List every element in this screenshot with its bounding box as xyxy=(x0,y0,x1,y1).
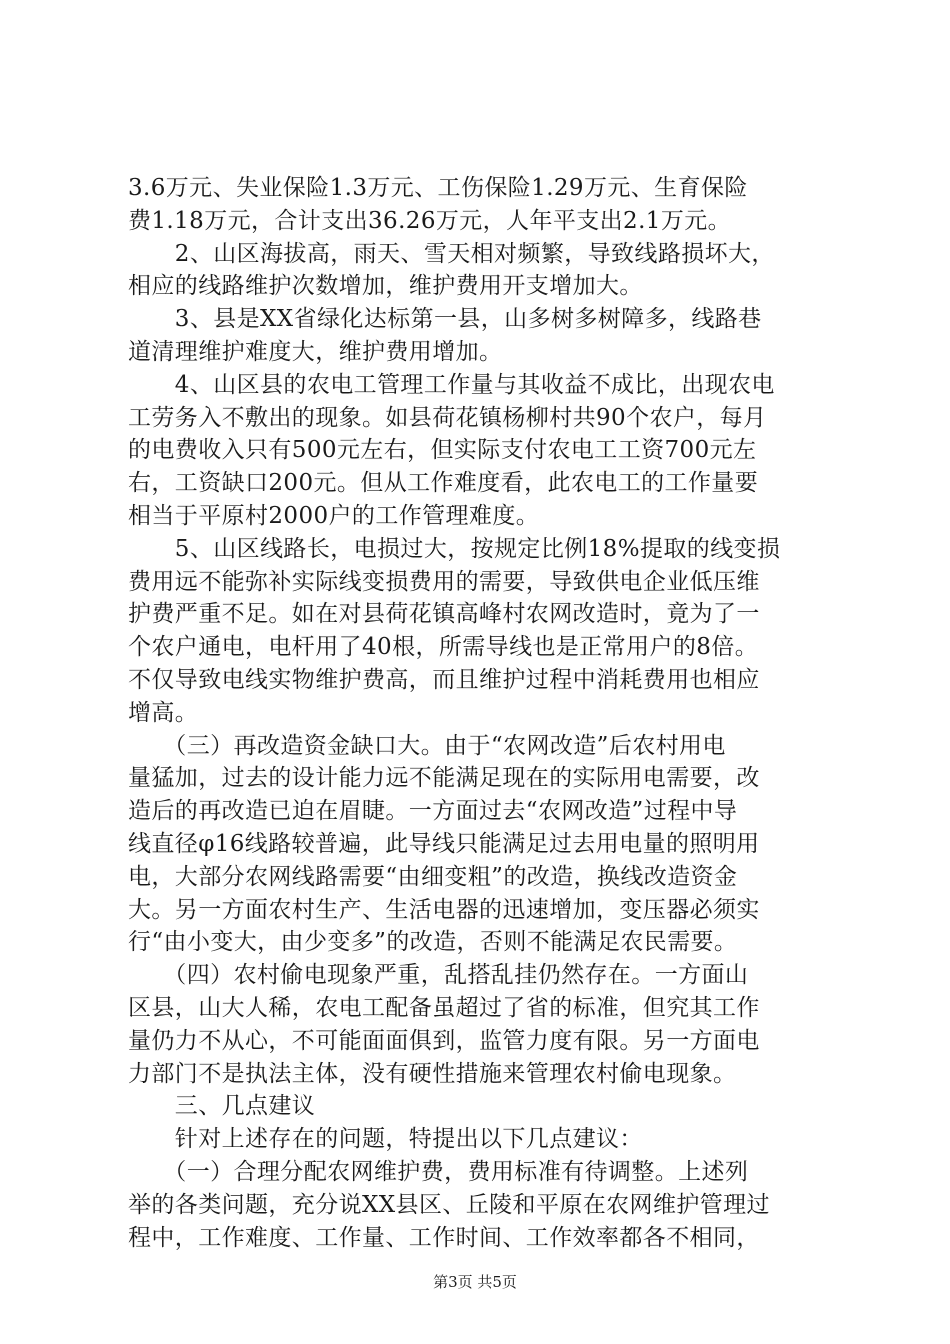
page-footer: 第3页 共5页 xyxy=(433,1273,517,1291)
text-line: 费用远不能弥补实际线变损费用的需要，导致供电企业低压维 xyxy=(128,568,760,595)
text-line: 不仅导致电线实物维护费高，而且维护过程中消耗费用也相应 xyxy=(128,666,760,693)
text-line: 力部门不是执法主体，没有硬性措施来管理农村偷电现象。 xyxy=(128,1060,737,1087)
text-line: 个农户通电，电杆用了40根，所需导线也是正常用户的8倍。 xyxy=(128,634,759,661)
text-line: 4、山区县的农电工管理工作量与其收益不成比，出现农电 xyxy=(128,371,775,398)
text-line: 道清理维护难度大，维护费用增加。 xyxy=(128,338,503,365)
document-body xyxy=(128,172,832,1254)
text-line: 电，大部分农网线路需要“由细变粗”的改造，换线改造资金 xyxy=(128,863,738,890)
text-line: 行“由小变大，由少变多”的改造，否则不能满足农民需要。 xyxy=(128,929,738,956)
text-line: 三、几点建议 xyxy=(128,1093,316,1120)
text-line: 5、山区线路长，电损过大，按规定比例18%提取的线变损 xyxy=(128,535,781,562)
text-line: 工劳务入不敷出的现象。如县荷花镇杨柳村共90个农户，每月 xyxy=(128,404,767,431)
text-line: 量猛加，过去的设计能力远不能满足现在的实际用电需要，改 xyxy=(128,765,760,792)
text-line: 2、山区海拔高，雨天、雪天相对频繁，导致线路损坏大， xyxy=(128,240,775,267)
text-line: 举的各类问题，充分说XX县区、丘陵和平原在农网维护管理过 xyxy=(128,1191,770,1218)
text-line: （三）再改造资金缺口大。由于“农网改造”后农村用电 xyxy=(128,732,726,759)
text-line: （一）合理分配农网维护费，费用标准有待调整。上述列 xyxy=(128,1158,749,1185)
text-line: 区县，山大人稀，农电工配备虽超过了省的标准，但究其工作 xyxy=(128,994,760,1021)
text-line: 护费严重不足。如在对县荷花镇高峰村农网改造时，竟为了一 xyxy=(128,601,760,628)
text-line: 量仍力不从心，不可能面面俱到，监管力度有限。另一方面电 xyxy=(128,1027,760,1054)
text-line: （四）农村偷电现象严重，乱搭乱挂仍然存在。一方面山 xyxy=(128,962,749,989)
text-line: 3、县是XX省绿化达标第一县，山多树多树障多，线路巷 xyxy=(128,306,762,333)
text-line: 程中，工作难度、工作量、工作时间、工作效率都各不相同， xyxy=(128,1224,760,1251)
text-line: 大。另一方面农村生产、生活电器的迅速增加，变压器必须实 xyxy=(128,896,760,923)
text-line: 增高。 xyxy=(128,699,199,726)
text-line: 针对上述存在的问题，特提出以下几点建议： xyxy=(128,1126,643,1153)
text-line: 3.6万元、失业保险1.3万元、工伤保险1.29万元、生育保险 xyxy=(128,175,748,201)
text-line: 的电费收入只有500元左右，但实际支付农电工工资700元左 xyxy=(128,437,757,464)
text-line: 右，工资缺口200元。但从工作难度看，此农电工的工作量要 xyxy=(128,470,759,497)
text-line: 相应的线路维护次数增加，维护费用开支增加大。 xyxy=(128,273,643,300)
text-line: 造后的再改造已迫在眉睫。一方面过去“农网改造”过程中导 xyxy=(128,798,738,825)
text-line: 费1.18万元，合计支出36.26万元，人年平支出2.1万元。 xyxy=(128,207,732,234)
text-line: 线直径φ16线路较普遍，此导线只能满足过去用电量的照明用 xyxy=(128,830,760,857)
text-line: 相当于平原村2000户的工作管理难度。 xyxy=(128,502,540,529)
